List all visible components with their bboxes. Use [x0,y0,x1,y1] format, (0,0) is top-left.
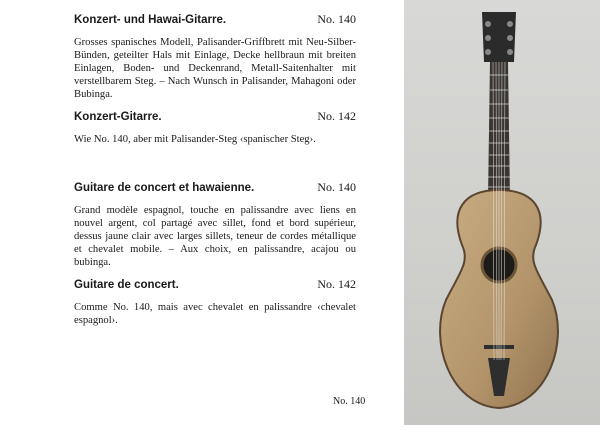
entry-header [74,277,356,292]
entry-title: Guitare de concert. [74,279,179,291]
entry-header [74,109,356,124]
entry-number: No. 142 [317,277,356,291]
photo-caption: No. 140 [333,396,366,407]
entry-title: Konzert- und Hawai-Gitarre. [74,14,227,26]
guitar-illustration [404,0,600,425]
entry-description: Grand modèle espagnol, touche en palissandre avec liens en nouvel argent, col partagé avec sillet, fond et bord supérieur, dessus jaune clair avec larges sillets, teneur de cordes métallique et chevalet mobile. – Aux choix, en palissandre, acajou ou bubinga. [74,205,356,268]
entry-title: Konzert-Gitarre. [74,111,162,123]
entry-description: Comme No. 140, mais avec chevalet en palissandre ‹chevalet espagnol›. [74,302,356,326]
entry-description: Wie No. 140, aber mit Palisander-Steg ‹spanischer Steg›. [74,134,316,145]
entry-number: No. 142 [317,109,356,123]
entry-number: No. 140 [317,180,356,194]
guitar-photo [404,0,600,425]
entry-title: Guitare de concert et hawaienne. [74,182,255,194]
entry-header [74,180,356,195]
catalog-text-column [74,12,356,327]
entry-number: No. 140 [317,12,356,26]
entry-header [74,12,356,27]
entry-description: Grosses spanisches Modell, Palisander-Griffbrett mit Neu-Silber-Bünden, geteilter Hals mit Einlage, Decke hellbraun mit breiten Einlagen, Boden- und Deckenrand, Metall-Saitenhalter mit verstellbarem Steg. – Nach Wunsch in Palisander, Mahagoni oder Bubinga. [74,37,356,100]
